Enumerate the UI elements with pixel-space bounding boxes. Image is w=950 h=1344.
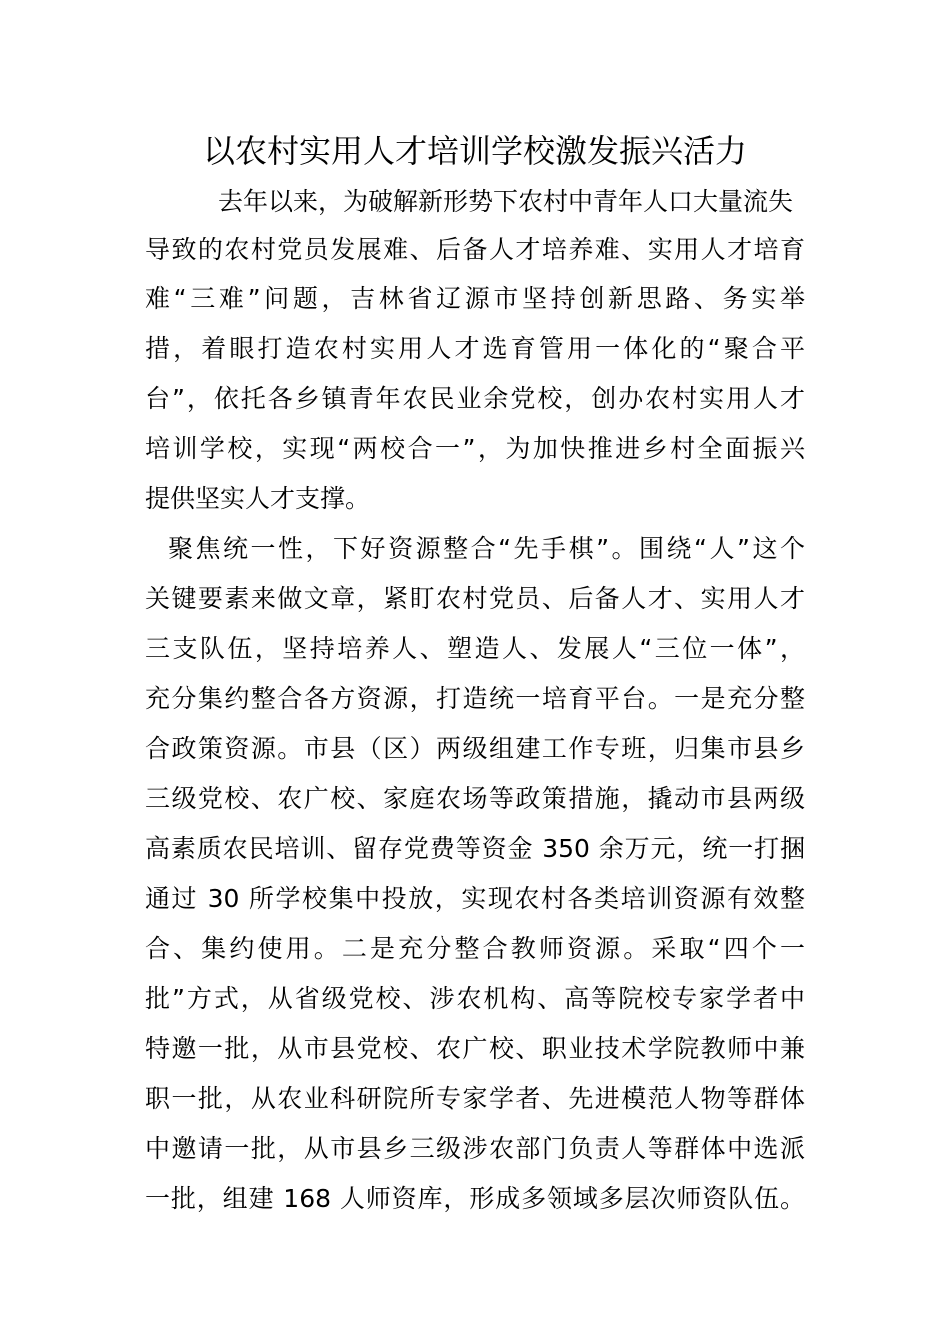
paragraph-line: 一批，组建 168 人师资库，形成多领域多层次师资队伍。 [145, 1184, 805, 1213]
paragraph-line: 难“三难”问题，吉林省辽源市坚持创新思路、务实举 [145, 284, 805, 313]
document-title: 以农村实用人才培训学校激发振兴活力 [202, 132, 747, 170]
paragraph-line: 关键要素来做文章，紧盯农村党员、后备人才、实用人才 [145, 584, 805, 613]
paragraph-line: 特邀一批，从市县党校、农广校、职业技术学院教师中兼 [145, 1034, 805, 1063]
paragraph-line: 三级党校、农广校、家庭农场等政策措施，撬动市县两级 [145, 784, 805, 813]
paragraph-line: 职一批，从农业科研院所专家学者、先进模范人物等群体 [145, 1084, 805, 1113]
paragraph-line: 充分集约整合各方资源，打造统一培育平台。一是充分整 [145, 684, 805, 713]
paragraph-line: 通过 30 所学校集中投放，实现农村各类培训资源有效整 [145, 884, 805, 913]
paragraph-line: 聚焦统一性，下好资源整合“先手棋”。围绕“人”这个 [168, 534, 805, 563]
paragraph-line: 台”，依托各乡镇青年农民业余党校，创办农村实用人才 [145, 384, 805, 413]
paragraph-line: 提供坚实人才支撑。 [145, 484, 371, 513]
paragraph-line: 三支队伍，坚持培养人、塑造人、发展人“三位一体”， [145, 634, 805, 663]
paragraph-line: 措，着眼打造农村实用人才选育管用一体化的“聚合平 [145, 334, 805, 363]
paragraph-line: 高素质农民培训、留存党费等资金 350 余万元，统一打捆 [145, 834, 805, 863]
paragraph-line: 导致的农村党员发展难、后备人才培养难、实用人才培育 [145, 235, 805, 264]
paragraph-line: 培训学校，实现“两校合一”，为加快推进乡村全面振兴 [145, 434, 805, 463]
paragraph-line: 批”方式，从省级党校、涉农机构、高等院校专家学者中 [145, 984, 805, 1013]
paragraph-line: 中邀请一批，从市县乡三级涉农部门负责人等群体中选派 [145, 1134, 805, 1163]
paragraph-line: 合政策资源。市县（区）两级组建工作专班，归集市县乡 [145, 734, 805, 763]
paragraph-line: 合、集约使用。二是充分整合教师资源。采取“四个一 [145, 934, 805, 963]
paragraph-line: 去年以来，为破解新形势下农村中青年人口大量流失 [218, 187, 794, 216]
